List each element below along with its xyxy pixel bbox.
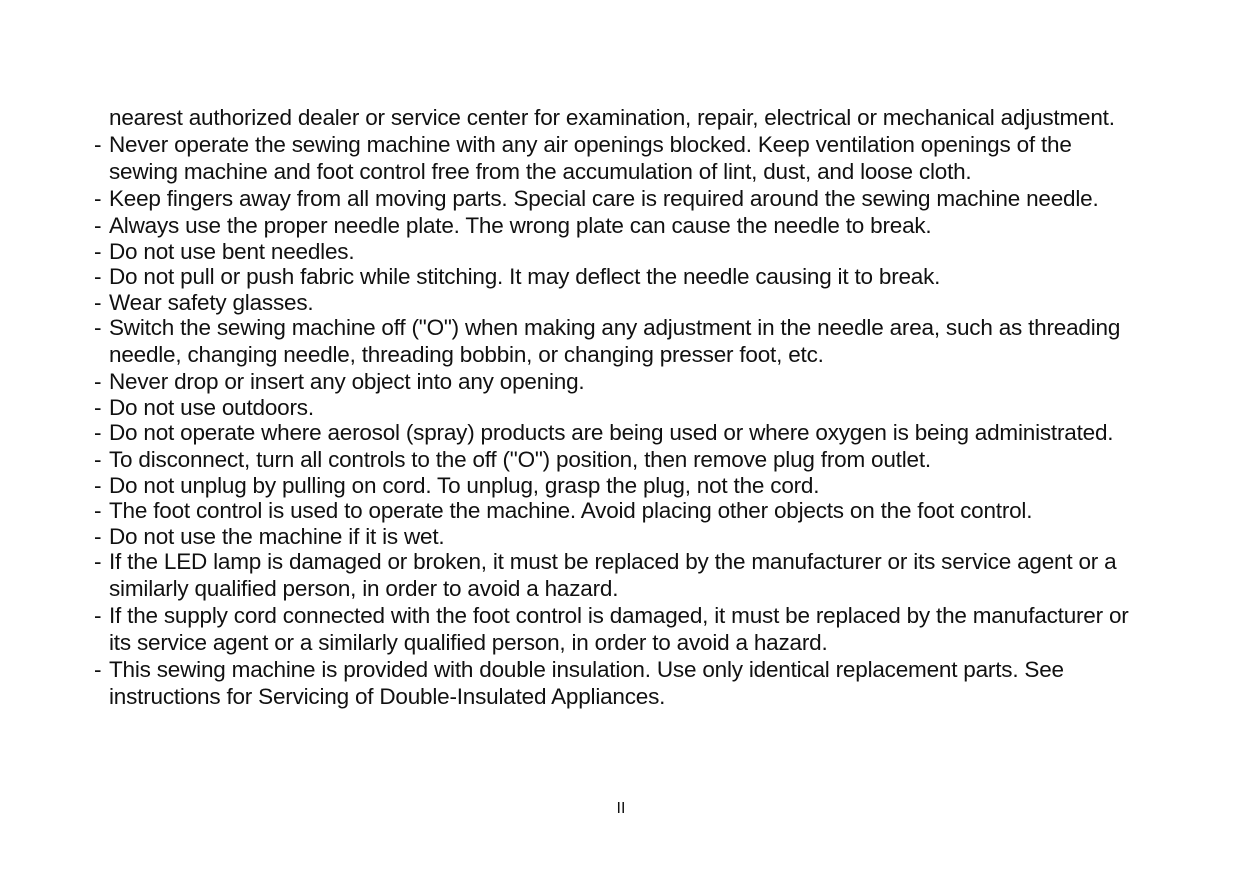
bullet-dash: - [94,186,102,211]
list-item [92,314,1132,368]
list-item-text: Wear safety glasses. [109,289,314,315]
list-item-text: If the supply cord connected with the foot control is damaged, it must be replaced by the manufacturer or its service agent or a similarly qualified person, in order to avoid a hazard. [109,603,1129,655]
list-item [92,212,1132,239]
list-item-text: Keep fingers away from all moving parts. Special care is required around the sewing machine needle. [109,186,1099,211]
list-item [92,472,1132,499]
list-item-text: Always use the proper needle plate. The wrong plate can cause the needle to break. [109,213,932,238]
list-item [92,394,1132,421]
list-item-text: Never drop or insert any object into any opening. [109,369,585,394]
list-item [92,238,1132,265]
list-item [92,602,1132,656]
list-item [92,368,1132,395]
list-item-text: Do not unplug by pulling on cord. To unplug, grasp the plug, not the cord. [109,472,820,498]
list-item [92,289,1132,316]
list-item [92,656,1132,710]
bullet-dash: - [94,238,102,264]
page-number: II [616,800,626,817]
bullet-dash: - [94,264,102,289]
list-item [92,497,1132,524]
list-item-text: The foot control is used to operate the machine. Avoid placing other objects on the foot control. [109,498,1033,523]
bullet-dash: - [94,523,102,549]
bullet-dash: - [94,498,102,523]
list-item-text: Do not operate where aerosol (spray) products are being used or where oxygen is being administrated. [109,420,1114,445]
bullet-dash: - [94,472,102,498]
list-item [92,185,1132,212]
list-item [92,131,1132,185]
list-item [92,419,1132,446]
bullet-dash: - [94,289,102,315]
list-item [92,523,1132,550]
list-item-text: Switch the sewing machine off ("O") when making any adjustment in the needle area, such as threading needle, changing needle, threading bobbin, or changing presser foot, etc. [109,315,1121,367]
safety-list [92,131,1132,710]
list-item-text: Do not use the machine if it is wet. [109,523,445,549]
bullet-dash: - [94,315,102,340]
list-item [92,446,1132,473]
list-item-text: This sewing machine is provided with double insulation. Use only identical replacement parts. See instructions for Servicing of Double-Insulated Appliances. [109,657,1064,709]
bullet-dash: - [94,394,102,420]
bullet-dash: - [94,369,102,394]
bullet-dash: - [94,549,102,574]
list-item-text: Do not use bent needles. [109,238,355,264]
list-item-text: Do not pull or push fabric while stitching. It may deflect the needle causing it to break. [109,264,941,289]
list-item-text: Never operate the sewing machine with any air openings blocked. Keep ventilation openings of the sewing machine and foot control free from the accumulation of lint, dust, and loose cloth. [109,132,1072,184]
bullet-dash: - [94,213,102,238]
list-item-text: To disconnect, turn all controls to the off ("O") position, then remove plug from outlet. [109,447,931,472]
list-item [92,263,1132,290]
continuation-paragraph: nearest authorized dealer or service center for examination, repair, electrical or mechanical adjustment. [109,105,1115,130]
bullet-dash: - [94,420,102,445]
list-item [92,548,1132,602]
safety-instructions [92,104,1132,710]
list-item-text: Do not use outdoors. [109,394,314,420]
bullet-dash: - [94,447,102,472]
bullet-dash: - [94,603,102,628]
bullet-dash: - [94,132,102,157]
bullet-dash: - [94,657,102,682]
list-item-text: If the LED lamp is damaged or broken, it must be replaced by the manufacturer or its service agent or a similarly qualified person, in order to avoid a hazard. [109,549,1117,601]
